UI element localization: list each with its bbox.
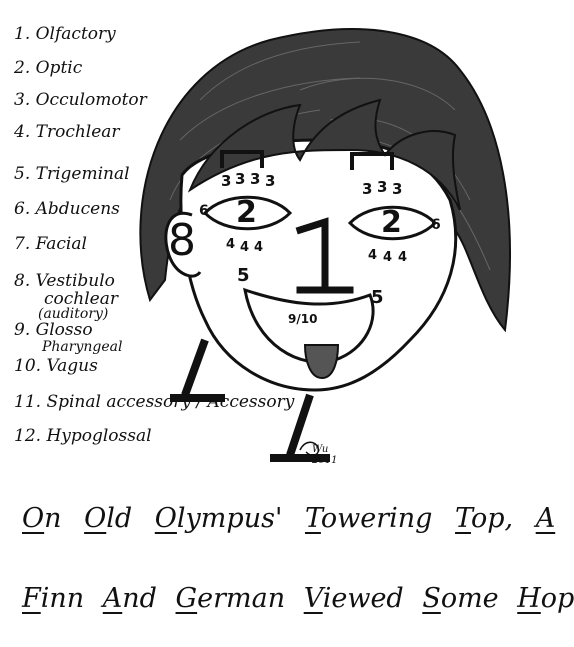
word-some: Some: [422, 583, 499, 614]
nerve-1: 1. Olfactory: [14, 24, 116, 44]
label-3d: 3: [265, 172, 276, 190]
label-6-right: 6: [431, 217, 441, 233]
word-finn: Finn: [22, 583, 85, 614]
label-9-10: 9/10: [288, 312, 318, 326]
nerve-11: 11. Spinal accessory / Accessory: [14, 392, 295, 412]
label-3e: 3: [362, 180, 373, 198]
label-4e: 4: [383, 250, 393, 265]
label-8-ear: 8: [168, 215, 196, 266]
word-viewed: Viewed: [303, 583, 404, 614]
nerve-8-cont: cochlear: [44, 289, 118, 309]
label-5-left: 5: [237, 265, 250, 286]
label-4a: 4: [226, 237, 236, 252]
label-2-right: 2: [381, 205, 402, 240]
label-3a: 3: [221, 172, 232, 190]
nerve-6: 6. Abducens: [14, 199, 120, 219]
neck-left-mark: [170, 340, 225, 398]
word-top: Top,: [455, 503, 514, 534]
label-6-left: 6: [199, 203, 209, 219]
word-on: On: [22, 503, 62, 534]
word-old: Old: [84, 503, 133, 534]
nerve-2: 2. Optic: [14, 58, 83, 78]
nerve-12: 12. Hypoglossal: [14, 426, 152, 446]
nerve-8: 8. Vestibulo: [14, 271, 115, 291]
label-5-right: 5: [371, 287, 384, 308]
mnemonic-line-1: [22, 503, 555, 534]
word-and: And: [102, 583, 157, 614]
label-3g: 3: [392, 180, 403, 198]
nerve-10: 10. Vagus: [14, 356, 98, 376]
nerve-9-cont: Pharyngeal: [42, 339, 123, 355]
nerve-5: 5. Trigeminal: [14, 164, 130, 184]
label-4f: 4: [398, 250, 408, 265]
label-3b: 3: [235, 170, 246, 188]
nerve-7: 7. Facial: [14, 234, 87, 254]
label-4d: 4: [368, 248, 378, 263]
label-4b: 4: [240, 240, 250, 255]
label-3f: 3: [377, 178, 388, 196]
nerve-4: 4. Trochlear: [14, 122, 120, 142]
nerve-8-aux: (auditory): [38, 306, 109, 322]
label-3c: 3: [250, 170, 261, 188]
nerve-9: 9. Glosso: [14, 320, 93, 340]
word-towering: Towering: [304, 503, 433, 534]
signature: [312, 444, 337, 466]
word-a: A: [535, 503, 556, 534]
label-4c: 4: [254, 240, 264, 255]
nerve-3: 3. Occulomotor: [14, 90, 147, 110]
word-olympus: Olympus': [154, 503, 283, 534]
word-german: German: [175, 583, 286, 614]
signature-name: Wu: [312, 444, 329, 455]
word-hop: Hop: [517, 583, 574, 614]
label-2-left: 2: [236, 195, 257, 230]
signature-year: 2011: [312, 455, 338, 466]
mnemonic-line-2: [22, 583, 574, 614]
